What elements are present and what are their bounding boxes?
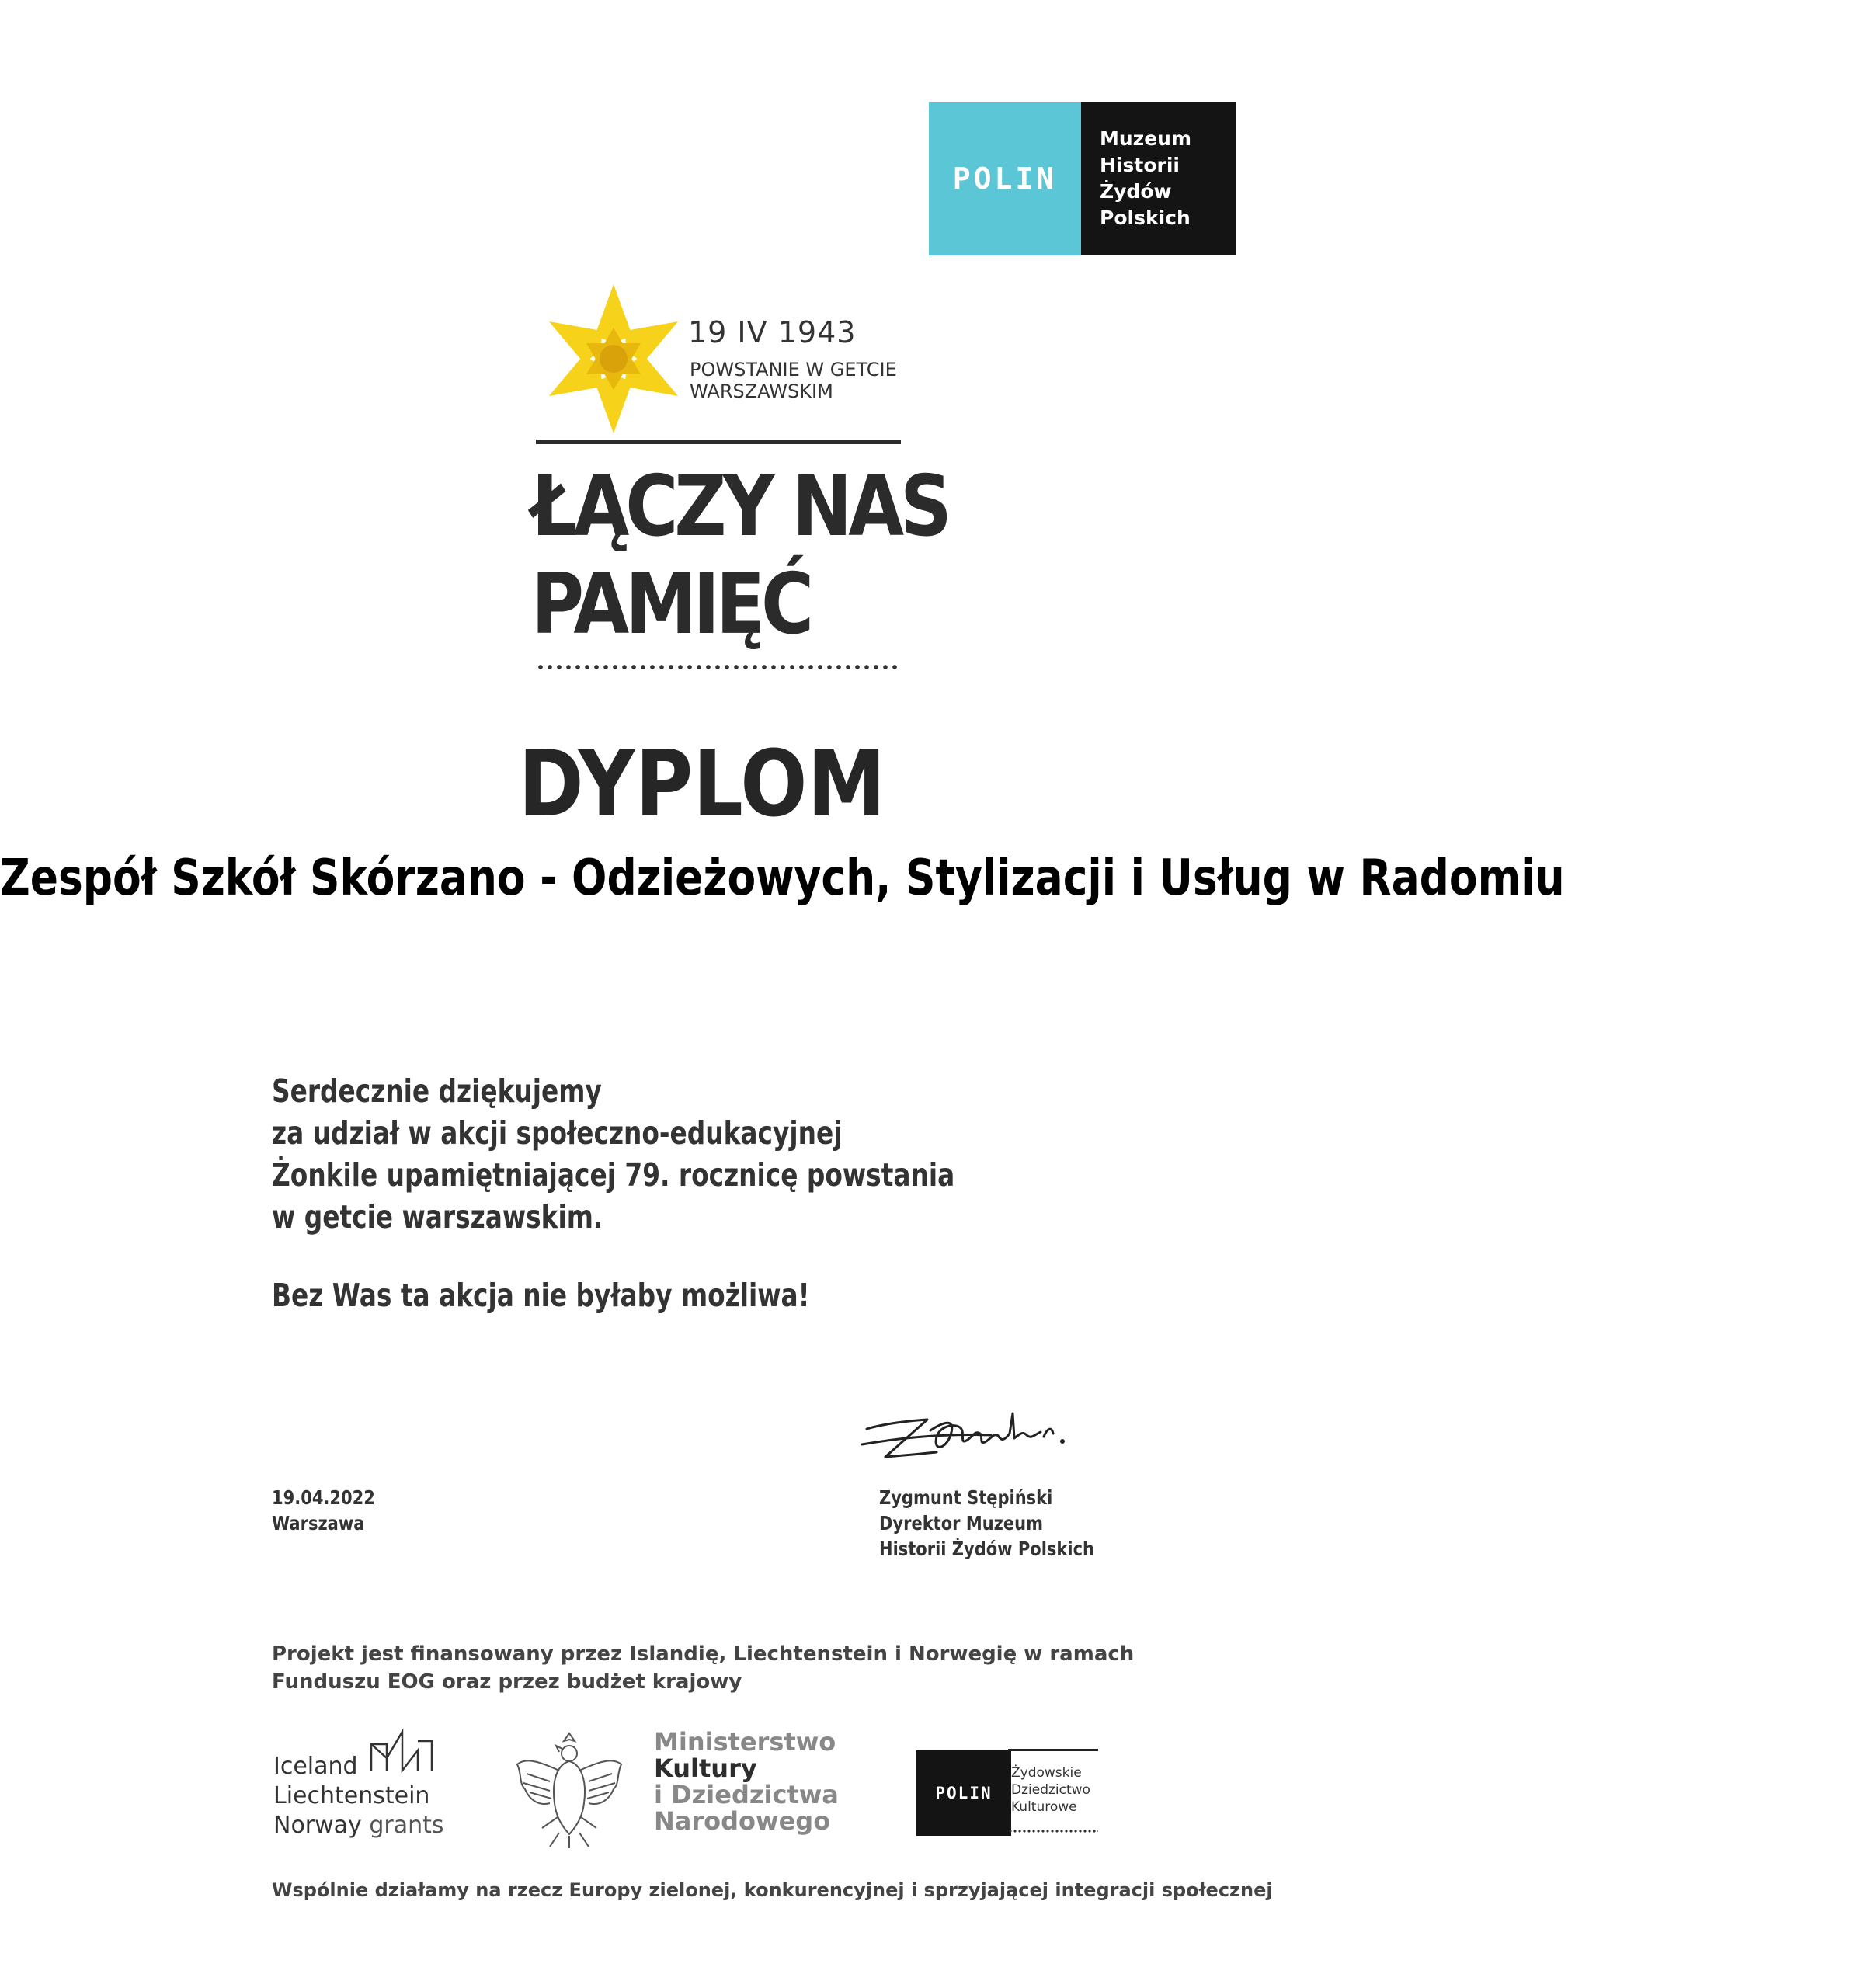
polin-logo-dark-panel bbox=[1081, 102, 1236, 255]
campaign-subtitle bbox=[690, 359, 897, 402]
eea-country: Iceland bbox=[273, 1753, 358, 1780]
polin-logo-wordmark: POLIN bbox=[952, 162, 1058, 196]
campaign-subtitle-line: WARSZAWSKIM bbox=[690, 381, 833, 402]
message-line: za udział w akcji społeczno-edukacyjnej bbox=[272, 1114, 843, 1152]
ministry-name-line: Kultury bbox=[654, 1753, 757, 1783]
recipient-name bbox=[0, 850, 1565, 907]
polin-logo-museum-name bbox=[1100, 126, 1191, 231]
divider bbox=[1008, 1749, 1098, 1751]
message-line: Żonkile upamiętniającej 79. rocznicę powstania bbox=[272, 1156, 955, 1194]
zdk-line: Dziedzictwo bbox=[1011, 1782, 1090, 1798]
eea-grants-logo bbox=[273, 1726, 460, 1842]
eea-grants-countries bbox=[273, 1752, 444, 1840]
thank-you-message bbox=[272, 1070, 954, 1238]
message-line: Serdecznie dziękujemy bbox=[272, 1072, 602, 1110]
campaign-slogan bbox=[531, 458, 948, 654]
eea-grants-word: grants bbox=[369, 1812, 444, 1839]
signatory-block bbox=[879, 1485, 1094, 1562]
ministry-culture-logo bbox=[654, 1729, 839, 1834]
polish-eagle-emblem-icon bbox=[511, 1726, 628, 1850]
signatory-title-line: Historii Żydów Polskich bbox=[879, 1538, 1094, 1560]
signature-icon bbox=[859, 1390, 1084, 1475]
eea-country: Norway bbox=[273, 1812, 362, 1839]
polin-logo-cyan-panel bbox=[929, 102, 1081, 255]
polin-logo-line: Żydów bbox=[1100, 180, 1172, 203]
jewish-cultural-heritage-label bbox=[1011, 1764, 1090, 1816]
campaign-subtitle-line: POWSTANIE W GETCIE bbox=[690, 359, 897, 381]
polin-logo-line: Muzeum bbox=[1100, 127, 1192, 150]
dotted-divider bbox=[536, 665, 901, 669]
closing-sentence: Bez Was ta akcja nie byłaby możliwa! bbox=[272, 1277, 810, 1314]
funding-line: Projekt jest finansowany przez Islandię, Liechtenstein i Norwegię w ramach bbox=[272, 1642, 1135, 1666]
funding-line: Funduszu EOG oraz przez budżet krajowy bbox=[272, 1670, 742, 1694]
divider bbox=[536, 440, 901, 444]
footer-slogan: Wspólnie działamy na rzecz Europy zielonej, konkurencyjnej i sprzyjającej integracji społecznej bbox=[272, 1879, 1273, 1901]
issue-place: Warszawa bbox=[272, 1512, 365, 1534]
issue-date-place bbox=[272, 1485, 375, 1536]
issue-date: 19.04.2022 bbox=[272, 1486, 375, 1509]
slogan-line: ŁĄCZY NAS bbox=[531, 458, 948, 555]
zdk-line: Kulturowe bbox=[1011, 1799, 1077, 1815]
polin-small-wordmark: POLIN bbox=[935, 1784, 993, 1802]
campaign-date: 19 IV 1943 bbox=[688, 315, 857, 349]
signatory-title-line: Dyrektor Muzeum bbox=[879, 1512, 1043, 1534]
message-line: w getcie warszawskim. bbox=[272, 1198, 603, 1236]
funding-note bbox=[272, 1640, 1134, 1696]
daffodil-icon bbox=[536, 281, 691, 436]
ministry-name-line: Narodowego bbox=[654, 1806, 831, 1836]
dotted-divider bbox=[1008, 1830, 1098, 1833]
zdk-line: Żydowskie bbox=[1011, 1765, 1082, 1781]
polin-small-logo bbox=[916, 1750, 1011, 1836]
diploma-title-text: DYPLOM bbox=[518, 730, 886, 837]
recipient-name-text: Zespół Szkół Skórzano - Odzieżowych, Stylizacji i Usług w Radomiu bbox=[0, 850, 1565, 907]
eea-grants-last-line bbox=[273, 1811, 444, 1840]
diploma-title bbox=[0, 730, 1405, 837]
signatory-name: Zygmunt Stępiński bbox=[879, 1486, 1053, 1509]
polin-museum-logo bbox=[929, 102, 1236, 255]
eea-country: Liechtenstein bbox=[273, 1782, 430, 1809]
ministry-name-line: i Dziedzictwa bbox=[654, 1780, 839, 1809]
ministry-name-line: Ministerstwo bbox=[654, 1727, 836, 1757]
polin-logo-line: Historii bbox=[1100, 154, 1180, 176]
slogan-line: PAMIĘĆ bbox=[531, 556, 811, 653]
polin-logo-line: Polskich bbox=[1100, 207, 1191, 229]
